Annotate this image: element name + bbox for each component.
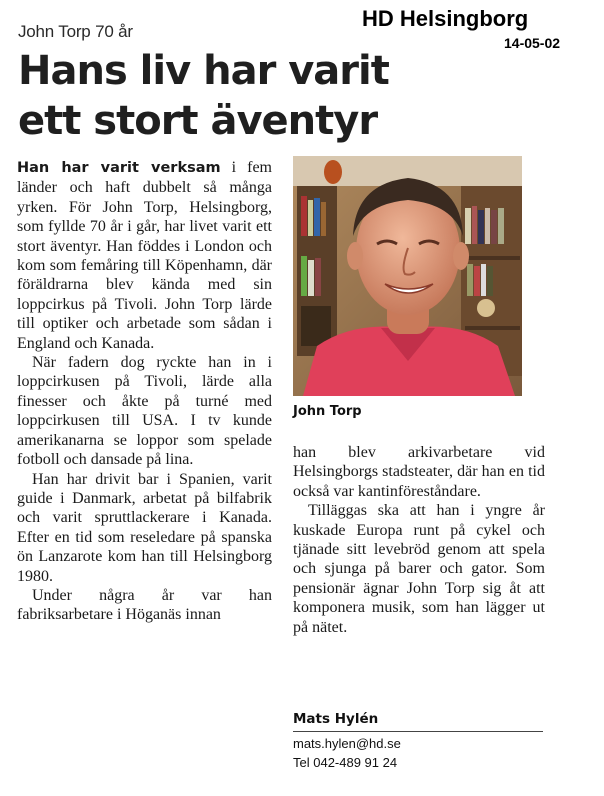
paragraph-1 <box>17 158 272 353</box>
photo-caption: John Torp <box>293 404 362 419</box>
byline-email: mats.hylen@hd.se <box>293 736 401 751</box>
paragraph-3: Han har drivit bar i Spanien, varit guide i Danmark, arbetat på bilfabrik och varit spruttlackerare i Kanada. Efter en tid som reseledare på spanska ön Lanzarote kom han till Helsingborg 1980. <box>17 470 272 585</box>
byline-divider <box>293 731 543 732</box>
article-column-2 <box>293 443 545 637</box>
byline-author: Mats Hylén <box>293 711 379 727</box>
portrait-photo <box>293 156 522 396</box>
paragraph-2: När fadern dog ryckte han in i loppcirkusen på Tivoli, lärde alla finesser och åkte på turné med loppcirkusen till USA. I tv kunde amerikanarna se loppor som spelade fotboll och dansade på lina. <box>17 354 272 469</box>
paragraph-6: Tilläggas ska att han i yngre år kuskade Europa runt på cykel och tjänade sitt levebröd genom att spela och sjunga på barer och gator. Som pensionär ägnar John Torp sig åt att komponera musik, som han lägger ut på nätet. <box>293 502 545 636</box>
byline-phone: Tel 042-489 91 24 <box>293 755 398 770</box>
paragraph-5: han blev arkivarbetare vid Helsingborgs stadsteater, där han en tid också var kantinföreståndare. <box>293 444 545 500</box>
paragraph-1-text: i fem länder och haft dubbelt så många yrken. För John Torp, Helsingborg, som fyllde 70 år i går, har livet varit ett stort äventyr. Han föddes i London och kom som femåring till Köpenhamn, där föräldrarna blev kända med sin loppcirkus på Tivoli. John Torp lärde till optiker och arbetade som sådan i England och Kanada. <box>17 159 272 352</box>
article-column-1 <box>17 158 272 625</box>
paragraph-4: Under några år var han fabriksarbetare i Höganäs innan <box>17 586 272 624</box>
kicker: John Torp 70 år <box>18 22 133 41</box>
newspaper-source: HD Helsingborg <box>362 6 529 31</box>
lead-in: Han har varit verksam <box>17 160 221 176</box>
clipping-date: 14-05-02 <box>504 35 561 51</box>
headline: Hans liv har varit ett stort äventyr <box>18 48 389 144</box>
portrait-illustration <box>293 156 522 396</box>
